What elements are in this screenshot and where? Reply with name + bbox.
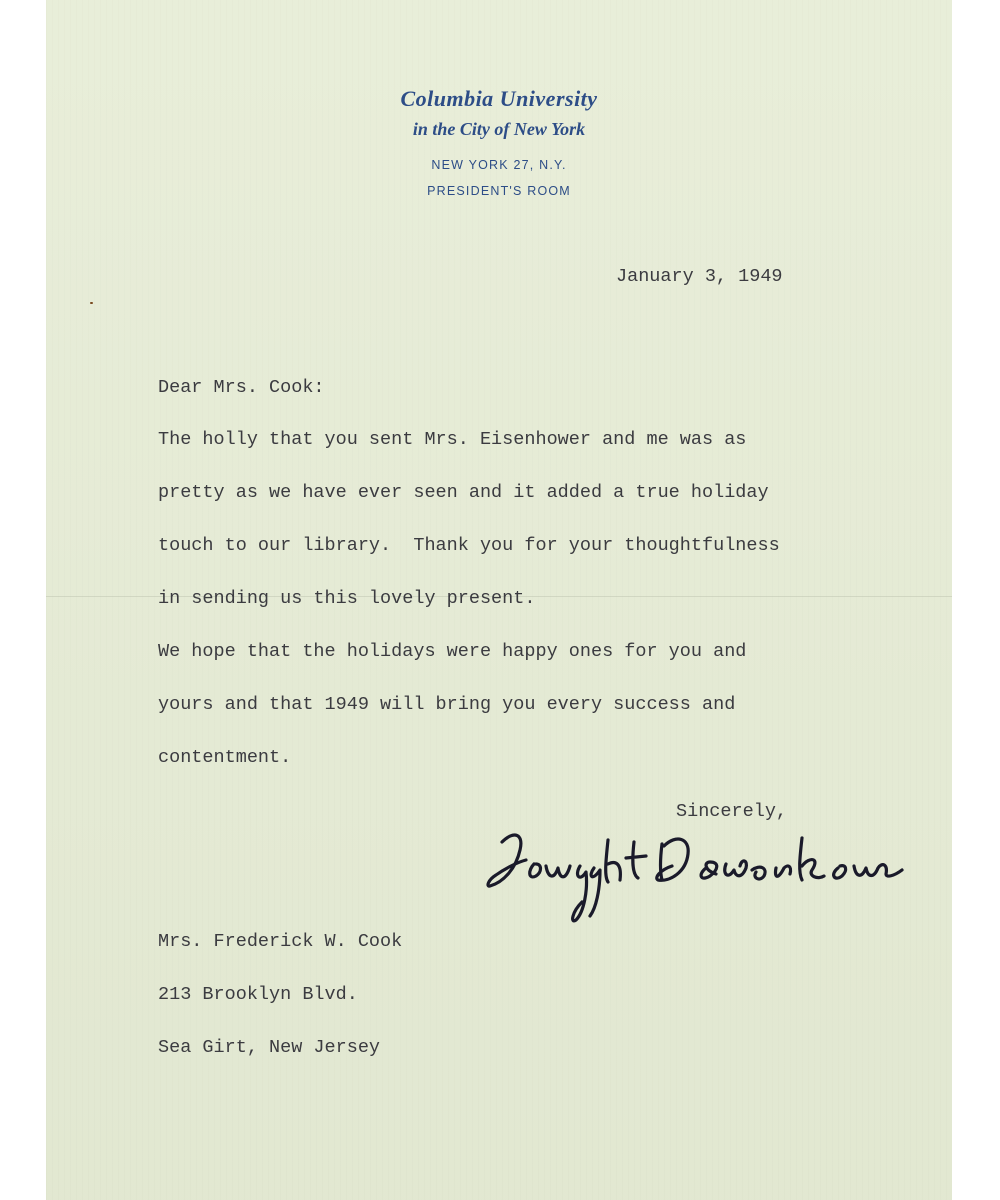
letter-closing: Sincerely,	[676, 801, 788, 822]
handwritten-signature	[484, 820, 944, 930]
letterhead-office: PRESIDENT'S ROOM	[427, 184, 571, 198]
body-line: in sending us this lovely present.	[158, 588, 536, 609]
body-line: yours and that 1949 will bring you every success and	[158, 694, 736, 715]
letterhead-city-line: in the City of New York	[412, 119, 586, 139]
body-line: contentment.	[158, 747, 292, 768]
letter-date: January 3, 1949	[616, 266, 783, 287]
letter-salutation: Dear Mrs. Cook:	[158, 377, 325, 398]
body-line: We hope that the holidays were happy ones for you and	[158, 641, 747, 662]
recipient-city: Sea Girt, New Jersey	[158, 1037, 381, 1058]
body-line: touch to our library. Thank you for your thoughtfulness	[158, 535, 780, 556]
recipient-name: Mrs. Frederick W. Cook	[158, 931, 403, 952]
body-line: pretty as we have ever seen and it added a true holiday	[158, 482, 769, 503]
letterhead-address: NEW YORK 27, N.Y.	[431, 158, 567, 172]
recipient-street: 213 Brooklyn Blvd.	[158, 984, 358, 1005]
letterhead-university-name: Columbia University	[400, 86, 598, 111]
letter-paper	[46, 0, 952, 1200]
body-line: The holly that you sent Mrs. Eisenhower and me was as	[158, 429, 747, 450]
paper-speck	[90, 302, 93, 304]
